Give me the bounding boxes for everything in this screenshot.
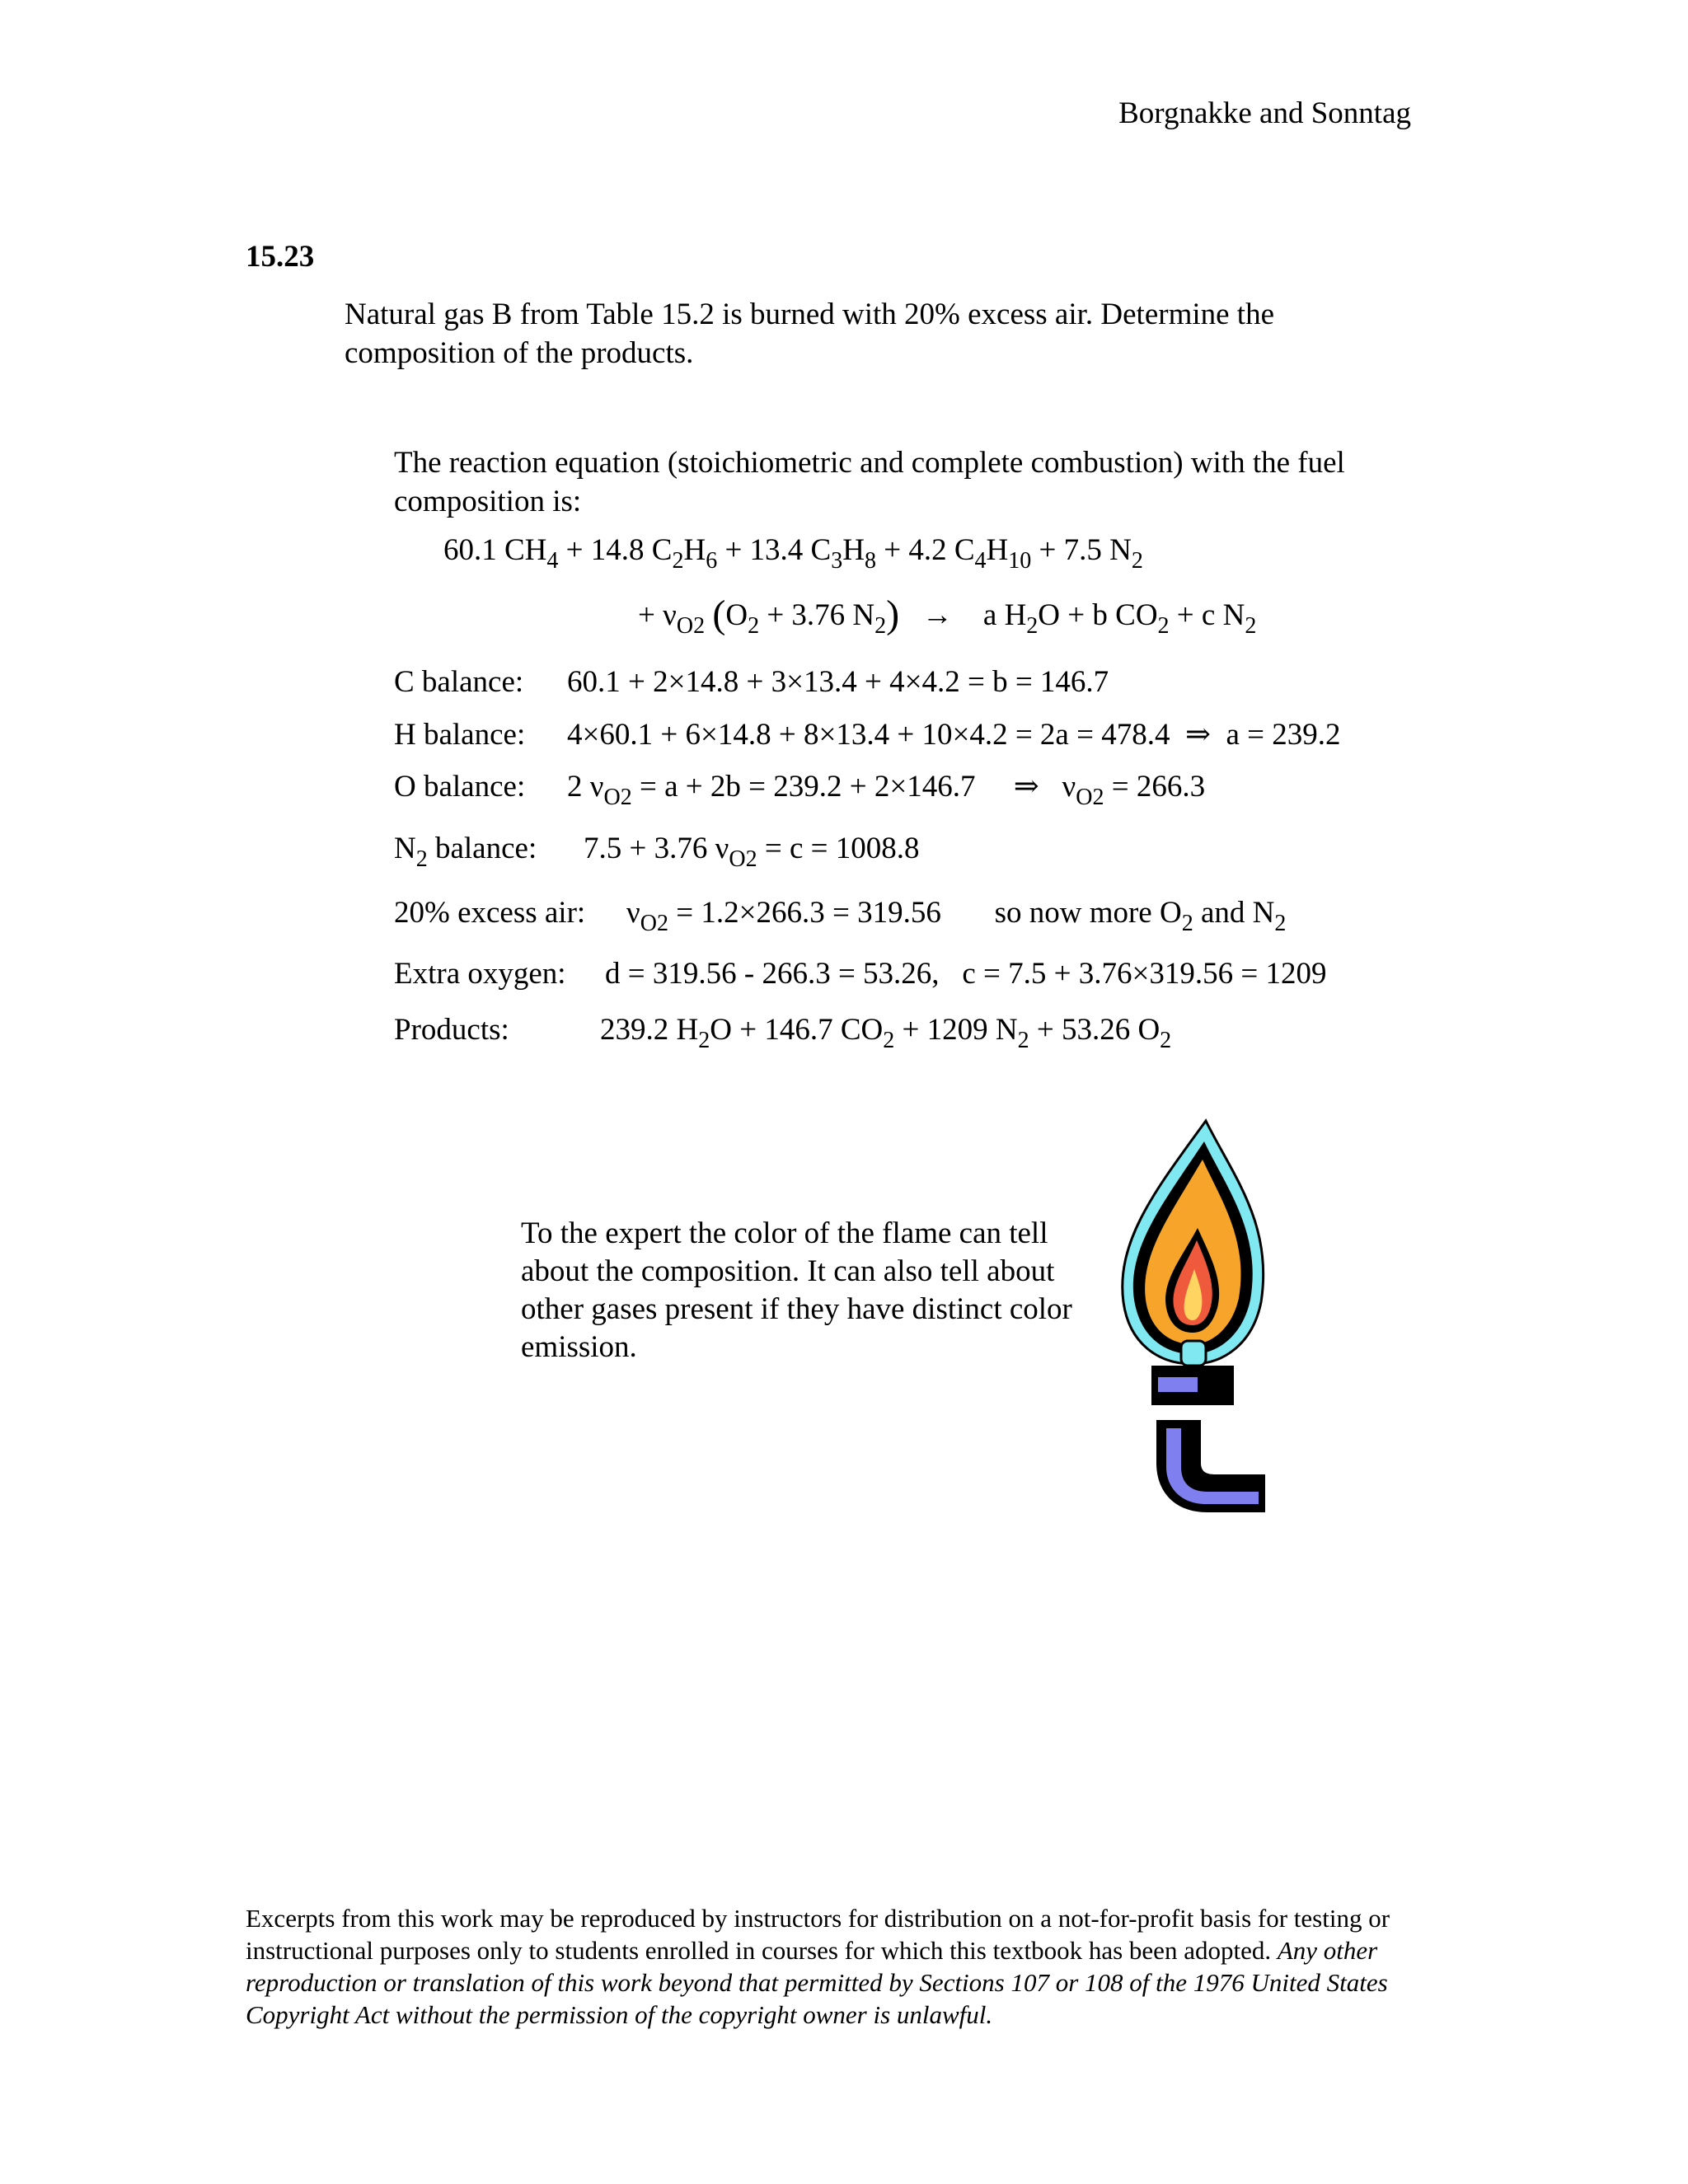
h-balance-label: H balance: xyxy=(394,718,526,752)
burner-collar-stripe xyxy=(1158,1377,1198,1392)
solution-intro: The reaction equation (stoichiometric and complete combustion) with the fuel composition is: xyxy=(394,446,1345,518)
c-balance-label: C balance: xyxy=(394,665,524,699)
reaction-line-1: 60.1 $CH_4 + 14.8$ $C_2H_6 + 13.4$ $C_3H_8 + 4.2$ $C_4H_{10} + 7.5$ $N_2$ xyxy=(443,533,1143,574)
extra-oxygen-value: d = 319.56 - 266.3 = 53.26, xyxy=(605,957,940,991)
burner-flame-icon xyxy=(1109,1117,1273,1512)
excess-air: 20% excess air: $\nu_{O2} = 1.2\times 266.3 = 319.56$ so now more $O_2$ and $N_2$ xyxy=(394,896,1287,936)
extra-oxygen xyxy=(394,956,1326,991)
excess-note: so now more $O_2$ and $N_2$ xyxy=(994,896,1287,936)
burner-neck xyxy=(1181,1341,1206,1366)
copyright-footer: Excerpts from this work may be reproduced by instructors for distribution on a not-for-profit basis for testing or instructional purposes only to students enrolled in courses for which this textbook has been adopted. Any other reproduction or translation of this work beyond that permitted by Sections 107 or 108 of the 1976 United States Copyright Act without the permission of the copyright owner is unlawful. xyxy=(246,1904,1390,2029)
header-author: Borgnakke and Sonntag xyxy=(1118,96,1411,130)
reaction-line-2: + $\nu_{O2}$ ($O_2 + 3.76$ $N_2$) → a $H_2O + b$ $CO_2 + c$ $N_2$ xyxy=(638,593,1257,639)
products-label: Products: xyxy=(394,1013,509,1047)
n2-balance: $N_2$ balance: 7.5 + 3.76 $\nu_{O2} = c = 1008.8$ xyxy=(394,832,920,872)
products: Products: 239.2 $H_2O + 146.7$ $CO_2 + 1209$ $N_2 + 53.26$ $O_2$ xyxy=(394,1013,1172,1053)
o-balance: O balance: 2 $\nu_{O2} = a + 2b = 239.2 + 2\times 146.7$ ⇒ $\nu_{O2} = 266.3$ xyxy=(394,770,1206,810)
o-balance-label: O balance: xyxy=(394,770,526,804)
excess-air-label: 20% excess air: xyxy=(394,896,586,930)
extra-nitrogen-value: c = 7.5 + 3.76×319.56 = 1209 xyxy=(962,957,1327,991)
flame-note: To the expert the color of the flame can tell about the composition. It can also tell about other gases present if they have distinct color emission. xyxy=(521,1216,1072,1364)
n2-balance-label: $N_2$ balance: xyxy=(394,832,537,872)
problem-number: 15.23 xyxy=(246,240,315,274)
extra-oxygen-label: Extra oxygen: xyxy=(394,957,566,991)
c-balance: C balance: 60.1 + 2×14.8 + 3×13.4 + 4×4.2 = b = 146.7 xyxy=(394,665,1109,699)
problem-statement: Natural gas B from Table 15.2 is burned with 20% excess air. Determine the composition of the products. xyxy=(345,298,1275,370)
burner-pipe-highlight xyxy=(1166,1428,1259,1504)
h-balance: H balance: 4×60.1 + 6×14.8 + 8×13.4 + 10×4.2 = 2a = 478.4 ⇒ a = 239.2 xyxy=(394,718,1341,752)
